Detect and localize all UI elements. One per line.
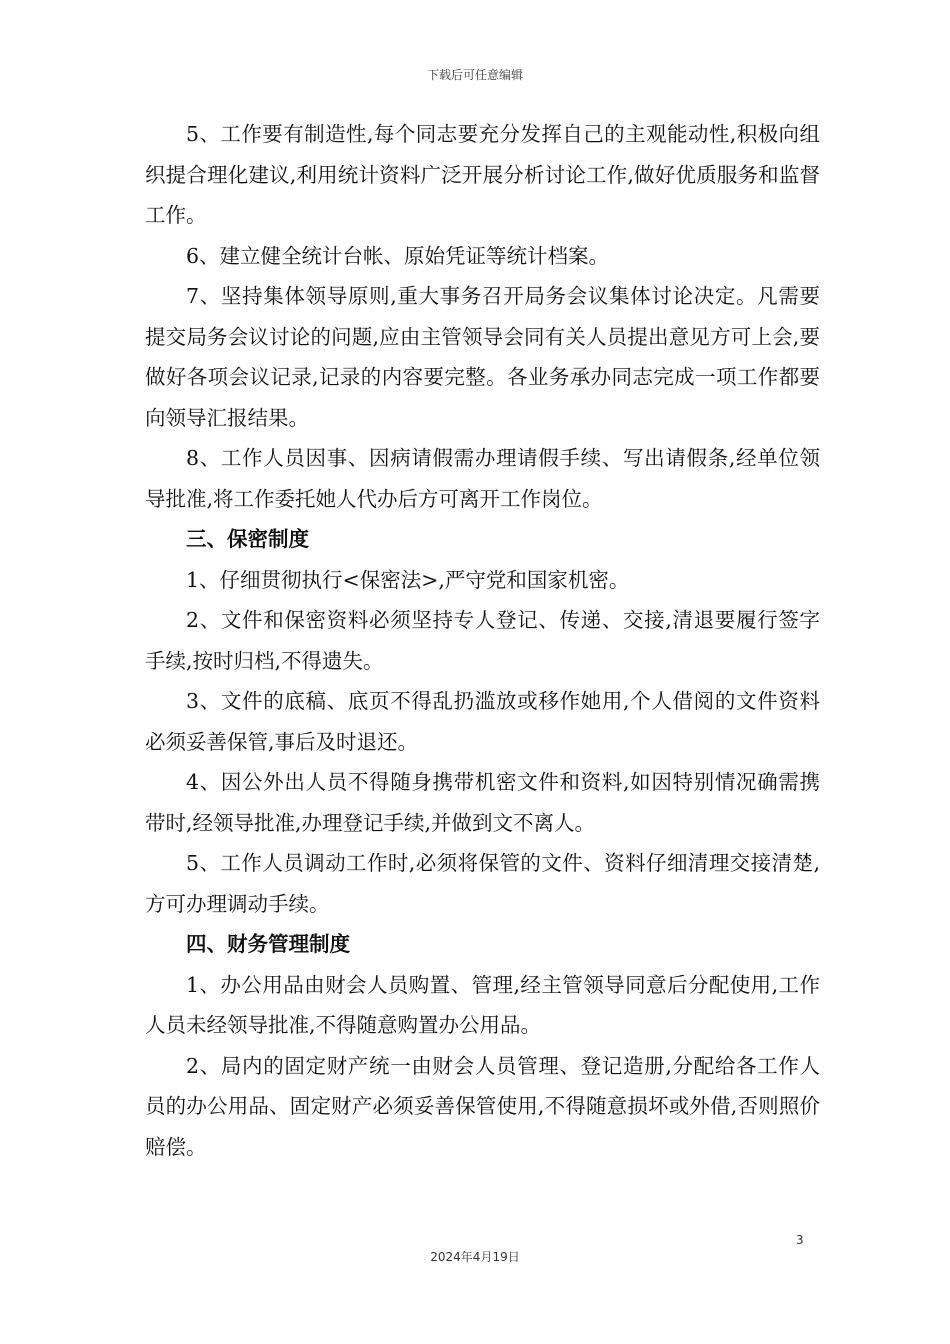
- paragraph-drafts: 3、文件的底稿、底页不得乱扔滥放或移作她用,个人借阅的文件资料必须妥善保管,事后及时退还。: [145, 689, 820, 754]
- paragraph-leave-procedure: 8、工作人员因事、因病请假需办理请假手续、写出请假条,经单位领导批准,将工作委托她人代办后方可离开工作岗位。: [145, 446, 820, 511]
- paragraph-office-supplies: 1、办公用品由财会人员购置、管理,经主管领导同意后分配使用,工作人员未经领导批准,不得随意购置办公用品。: [145, 972, 820, 1037]
- paragraph-transfer-handover: 5、工作人员调动工作时,必须将保管的文件、资料仔细清理交接清楚,方可办理调动手续。: [145, 851, 820, 916]
- page-header: 下载后可任意编辑: [426, 68, 523, 82]
- document-body: [145, 114, 820, 1167]
- section-heading-finance: 四、财务管理制度: [186, 932, 350, 956]
- page-number: 3: [796, 1233, 804, 1247]
- paragraph-travel-documents: 4、因公外出人员不得随身携带机密文件和资料,如因特别情况确需携带时,经领导批准,办理登记手续,并做到文不离人。: [145, 770, 820, 835]
- page-footer-date: 2024年4月19日: [430, 1250, 520, 1264]
- paragraph-document-handling: 2、文件和保密资料必须坚持专人登记、传递、交接,清退要履行签字手续,按时归档,不得遗失。: [145, 608, 820, 673]
- paragraph-work-creativity: 5、工作要有制造性,每个同志要充分发挥自己的主观能动性,积极向组织提合理化建议,利用统计资料广泛开展分析讨论工作,做好优质服务和监督工作。: [145, 122, 820, 227]
- paragraph-fixed-assets: 2、局内的固定财产统一由财会人员管理、登记造册,分配给各工作人员的办公用品、固定财产必须妥善保管使用,不得随意损坏或外借,否则照价赔偿。: [145, 1053, 820, 1159]
- paragraph-confidentiality-law: 1、仔细贯彻执行<保密法>,严守党和国家机密。: [186, 567, 630, 592]
- paragraph-collective-leadership: 7、坚持集体领导原则,重大事务召开局务会议集体讨论决定。凡需要提交局务会议讨论的问题,应由主管领导会同有关人员提出意见方可上会,要做好各项会议记录,记录的内容要完整。各业务承办同志完成一项工作都要向领导汇报结果。: [145, 284, 820, 430]
- section-heading-confidentiality: 三、保密制度: [186, 527, 309, 551]
- paragraph-statistics-archive: 6、建立健全统计台帐、原始凭证等统计档案。: [186, 243, 610, 268]
